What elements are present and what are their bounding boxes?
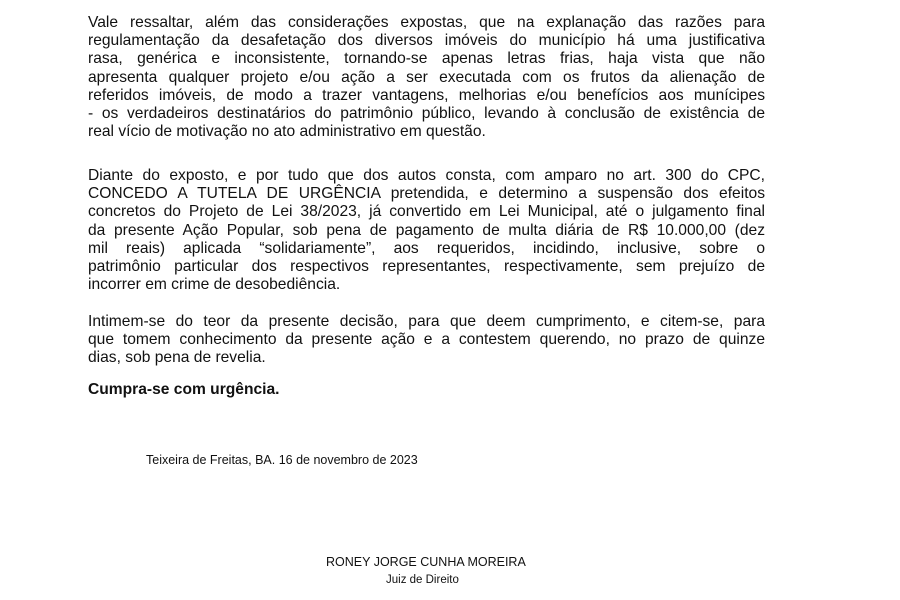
text-line: incorrer em crime de desobediência. (88, 276, 341, 294)
text-line: dias, sob pena de revelia. (88, 349, 266, 367)
text-line: - os verdadeiros destinatários do patrimônio público, levando à conclusão de existência de (88, 105, 765, 123)
text-line: mil reais) aplicada “solidariamente”, aos requeridos, incidindo, inclusive, sobre o (88, 239, 765, 257)
paragraph-justification (88, 14, 765, 141)
paragraph-summons (88, 313, 765, 368)
text-line: Intimem-se do teor da presente decisão, para que deem cumprimento, e citem-se, para (88, 313, 765, 330)
text-line: apresenta qualquer projeto e/ou ação a ser executada com os frutos da alienação de (88, 68, 765, 86)
place-date-line: Teixeira de Freitas, BA. 16 de novembro de 2023 (146, 453, 418, 467)
signatory-name: RONEY JORGE CUNHA MOREIRA (326, 555, 526, 569)
closing-order: Cumpra-se com urgência. (88, 381, 280, 398)
text-line: rasa, genérica e inconsistente, tornando-se apenas letras frias, haja vista que não (88, 50, 765, 68)
text-line: referidos imóveis, de modo a trazer vantagens, melhorias e/ou benefícios aos munícipes (88, 86, 765, 104)
text-line: real vício de motivação no ato administrativo em questão. (88, 123, 486, 141)
text-line: concretos do Projeto de Lei 38/2023, já convertido em Lei Municipal, até o julgamento final (88, 203, 765, 221)
paragraph-decision (88, 167, 765, 294)
signatory-role: Juiz de Direito (386, 574, 459, 586)
text-line: regulamentação da desafetação dos diversos imóveis do município há uma justificativa (88, 32, 765, 50)
text-line: Vale ressaltar, além das considerações expostas, que na explanação das razões para (88, 14, 765, 31)
text-line: CONCEDO A TUTELA DE URGÊNCIA pretendida, e determino a suspensão dos efeitos (88, 185, 765, 203)
text-line: que tomem conhecimento da presente ação e a contestem querendo, no prazo de quinze (88, 331, 765, 349)
text-line: patrimônio particular dos respectivos representantes, respectivamente, sem prejuízo de (88, 258, 765, 276)
text-line: da presente Ação Popular, sob pena de pagamento de multa diária de R$ 10.000,00 (dez (88, 221, 765, 239)
text-line: Diante do exposto, e por tudo que dos autos consta, com amparo no art. 300 do CPC, (88, 167, 765, 184)
